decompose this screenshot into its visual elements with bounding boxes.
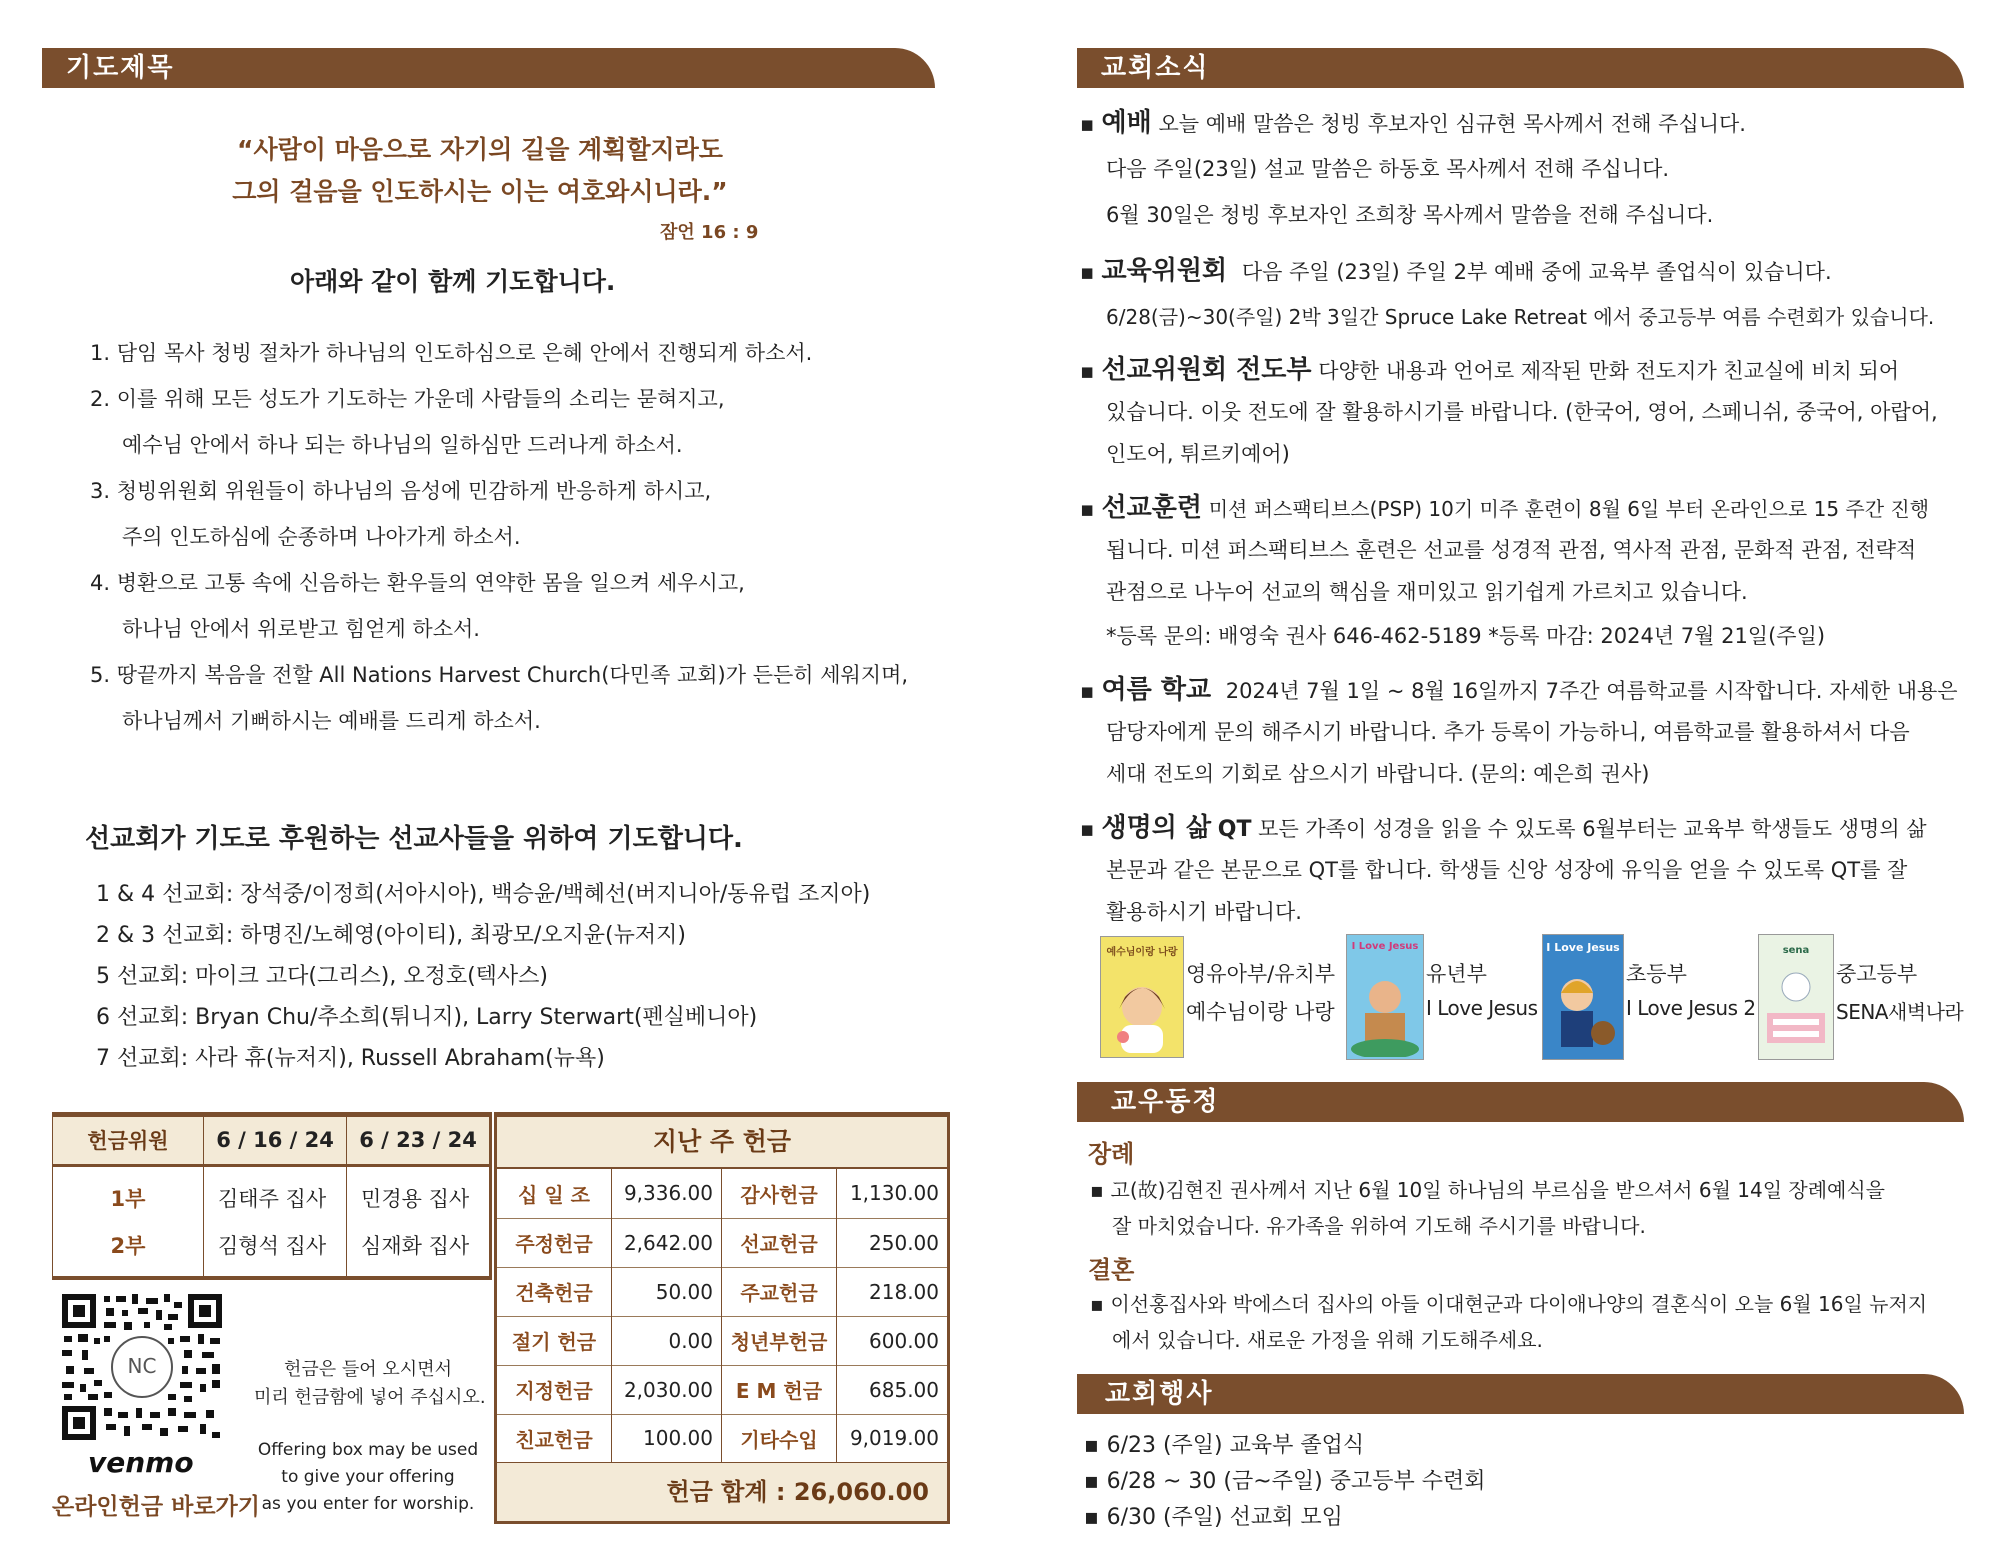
committee-service: 2부	[53, 1222, 204, 1276]
book-dept: 중고등부	[1836, 962, 1918, 986]
offering-note-en-3: as you enter for worship.	[261, 1494, 475, 1514]
offering-amount: 100.00	[612, 1414, 722, 1463]
book-cover-title: I Love Jesus	[1546, 941, 1620, 954]
mission-item: 5 선교회: 마이크 고다(그리스), 오정호(텍사스)	[96, 964, 548, 989]
offering-category: 십 일 조	[497, 1169, 612, 1218]
verse-line-2: 그의 걸음을 인도하시는 이는 여호와시니라.”	[232, 177, 728, 206]
news-worship-text: 오늘 예배 말씀은 청빙 후보자인 심규현 목사께서 전해 주십니다.	[1158, 112, 1746, 136]
mission-item: 2 & 3 선교회: 하명진/노혜영(아이티), 최광모/오지윤(뉴저지)	[96, 923, 686, 948]
committee-header: 6 / 23 / 24	[359, 1128, 477, 1153]
venmo-qr-code[interactable]	[60, 1292, 224, 1442]
news-train-text: 미션 퍼스팩티브스(PSP) 10기 미주 훈련이 8월 6일 부터 온라인으로 15 주간 진행	[1208, 497, 1930, 521]
event-item: ▪ 6/28 ~ 30 (금~주일) 중고등부 수련회	[1084, 1469, 1486, 1494]
book-dept: 유년부	[1426, 962, 1487, 986]
mission-item: 7 선교회: 사라 휴(뉴저지), Russell Abraham(뉴욕)	[96, 1046, 605, 1071]
committee-member: 민경용 집사	[361, 1186, 470, 1211]
wedding-line-1: ▪ 이선홍집사와 박에스더 집사의 아들 이대현군과 다이애나양의 결혼식이 오늘 6월 16일 뉴저지	[1090, 1292, 1928, 1316]
mission-item: 6 선교회: Bryan Chu/추소희(튀니지), Larry Sterwart(펜실베니아)	[96, 1005, 758, 1030]
offering-category: 주교헌금	[722, 1267, 837, 1316]
news-evang-text: 다양한 내용과 언어로 제작된 만화 전도지가 친교실에 비치 되어	[1318, 359, 1900, 383]
book-title: SENA새벽나라	[1836, 1000, 1964, 1024]
offering-category: 선교헌금	[722, 1218, 837, 1267]
news-summer-key: 여름 학교	[1101, 675, 1212, 705]
offering-category: 건축헌금	[497, 1267, 612, 1316]
verse-line-1: “사람이 마음으로 자기의 길을 계획할지라도	[237, 135, 723, 164]
offering-total-label: 헌금 합계 :	[666, 1478, 786, 1506]
qr-logo-text: NC	[127, 1354, 157, 1378]
committee-member: 심재화 집사	[361, 1234, 470, 1259]
offering-amount: 218.00	[869, 1279, 939, 1304]
offering-amount: 2,642.00	[612, 1218, 722, 1267]
event-text: 6/28 ~ 30 (금~주일) 중고등부 수련회	[1106, 1469, 1486, 1494]
prayer-heading: 기도제목	[42, 48, 935, 88]
news-evang-line-1: ▪ 선교위원회 전도부 다양한 내용과 언어로 제작된 만화 전도지가 친교실에 비치 되어	[1080, 355, 1900, 385]
offering-amount: 2,030.00	[612, 1365, 722, 1414]
news-summer-text: 2024년 7월 1일 ~ 8월 16일까지 7주간 여름학교를 시작합니다. 자세한 내용은	[1225, 679, 1958, 703]
book-title: I Love Jesus	[1426, 996, 1538, 1020]
funeral-text: 고(故)김현진 권사께서 지난 6월 10일 하나님의 부르심을 받으셔서 6월 14일 장례예식을	[1110, 1178, 1885, 1202]
book-cover-elementary-junior	[1346, 934, 1424, 1060]
news-evang-line-3: 인도어, 튀르키예어)	[1106, 442, 1290, 466]
committee-header: 6 / 16 / 24	[204, 1117, 347, 1165]
offering-category: 친교헌금	[497, 1414, 612, 1463]
book-title: I Love Jesus 2	[1626, 996, 1756, 1020]
news-train-line-2: 됩니다. 미션 퍼스팩티브스 훈련은 선교를 성경적 관점, 역사적 관점, 문화적 관점, 전략적	[1106, 538, 1917, 562]
offering-amount: 0.00	[612, 1316, 722, 1365]
news-qt-line-1: ▪ 생명의 삶 QT 모든 가족이 성경을 읽을 수 있도록 6월부터는 교육부 학생들도 생명의 삶	[1080, 813, 1927, 843]
offering-category: 청년부헌금	[722, 1316, 837, 1365]
members-heading: 교우동정	[1077, 1082, 1964, 1122]
offering-note-en-2: to give your offering	[281, 1467, 455, 1487]
offering-amount: 9,019.00	[849, 1426, 939, 1451]
events-heading: 교회행사	[1077, 1374, 1964, 1414]
committee-member: 김태주 집사	[204, 1165, 347, 1222]
funeral-line-2: 잘 마치었습니다. 유가족을 위하여 기도해 주시기를 바랍니다.	[1112, 1214, 1646, 1238]
news-qt-text: 모든 가족이 성경을 읽을 수 있도록 6월부터는 교육부 학생들도 생명의 삶	[1258, 817, 1927, 841]
prayer-item: 2. 이를 위해 모든 성도가 기도하는 가운데 사람들의 소리는 묻혀지고,	[90, 387, 725, 411]
news-qt-line-3: 활용하시기 바랍니다.	[1106, 900, 1302, 924]
news-train-line-4: *등록 문의: 배영숙 권사 646-462-5189 *등록 마감: 2024년 7월 21일(주일)	[1106, 624, 1826, 648]
wedding-text: 이선홍집사와 박에스더 집사의 아들 이대현군과 다이애나양의 결혼식이 오늘 6월 16일 뉴저지	[1110, 1292, 1928, 1316]
news-qt-key: 생명의 삶	[1101, 813, 1212, 843]
prayer-item: 예수님 안에서 하나 되는 하나님의 일하심만 드러나게 하소서.	[122, 433, 683, 457]
offering-category: 주정헌금	[497, 1218, 612, 1267]
news-evang-key: 선교위원회 전도부	[1101, 355, 1312, 385]
news-qt-key-2: QT	[1217, 817, 1252, 842]
last-week-offering-title: 지난 주 헌금	[497, 1117, 947, 1169]
event-text: 6/23 (주일) 교육부 졸업식	[1106, 1433, 1365, 1458]
missions-title: 선교회가 기도로 후원하는 선교사들을 위하여 기도합니다.	[85, 824, 743, 854]
offering-amount: 1,130.00	[849, 1181, 939, 1206]
offering-amount: 600.00	[869, 1328, 939, 1353]
offering-amount: 9,336.00	[612, 1169, 722, 1218]
book-title: 예수님이랑 나랑	[1186, 1000, 1335, 1024]
funeral-title: 장례	[1088, 1140, 1135, 1168]
book-cover-title: I Love Jesus	[1351, 941, 1419, 952]
news-worship-line-3: 6월 30일은 청빙 후보자인 조희창 목사께서 말씀을 전해 주십니다.	[1106, 203, 1714, 227]
offering-note-kr-1: 헌금은 들어 오시면서	[284, 1359, 452, 1380]
news-worship-line-1: ▪ 예배 오늘 예배 말씀은 청빙 후보자인 심규현 목사께서 전해 주십니다.	[1080, 108, 1746, 138]
prayer-item: 3. 청빙위원회 위원들이 하나님의 음성에 민감하게 반응하게 하시고,	[90, 479, 712, 503]
wedding-title: 결혼	[1088, 1256, 1135, 1284]
event-text: 6/30 (주일) 선교회 모임	[1106, 1505, 1343, 1530]
prayer-subtitle: 아래와 같이 함께 기도합니다.	[290, 267, 616, 296]
news-evang-line-2: 있습니다. 이웃 전도에 잘 활용하시기를 바랍니다. (한국어, 영어, 스페니쉬, 중국어, 아랍어,	[1106, 400, 1938, 424]
wedding-line-2: 에서 있습니다. 새로운 가정을 위해 기도해주세요.	[1112, 1328, 1543, 1352]
offering-category: 기타수입	[722, 1414, 837, 1463]
verse-reference: 잠언 16 : 9	[660, 222, 759, 243]
offering-note-kr-2: 미리 헌금함에 넣어 주십시오.	[254, 1387, 486, 1408]
news-train-key: 선교훈련	[1101, 493, 1203, 523]
venmo-logo: venmo	[88, 1446, 194, 1479]
book-cover-title: 예수님이랑 나랑	[1106, 947, 1178, 958]
committee-service: 1부	[53, 1165, 204, 1222]
last-week-offering-table	[494, 1112, 950, 1524]
book-cover-kids	[1100, 936, 1184, 1058]
event-item: ▪ 6/30 (주일) 선교회 모임	[1084, 1505, 1343, 1530]
prayer-item: 주의 인도하심에 순종하며 나아가게 하소서.	[122, 525, 521, 549]
offering-amount: 50.00	[612, 1267, 722, 1316]
news-train-line-1: ▪ 선교훈련 미션 퍼스팩티브스(PSP) 10기 미주 훈련이 8월 6일 부터 온라인으로 15 주간 진행	[1080, 493, 1930, 523]
book-cover-title: sena	[1782, 945, 1810, 956]
news-qt-line-2: 본문과 같은 본문으로 QT를 합니다. 학생들 신앙 성장에 유익을 얻을 수 있도록 QT를 잘	[1106, 858, 1908, 882]
offering-amount: 250.00	[869, 1230, 939, 1255]
news-edu-line-1: ▪ 교육위원회 다음 주일 (23일) 주일 2부 예배 중에 교육부 졸업식이 있습니다.	[1080, 256, 1832, 286]
event-item: ▪ 6/23 (주일) 교육부 졸업식	[1084, 1433, 1365, 1458]
prayer-item: 하나님 안에서 위로받고 힘얻게 하소서.	[122, 617, 480, 641]
funeral-line-1: ▪ 고(故)김현진 권사께서 지난 6월 10일 하나님의 부르심을 받으셔서 6월 14일 장례예식을	[1090, 1178, 1885, 1202]
book-dept: 초등부	[1626, 962, 1687, 986]
mission-item: 1 & 4 선교회: 장석중/이정희(서아시아), 백승윤/백혜선(버지니아/동유럽 조지아)	[96, 882, 871, 907]
offering-category: 감사헌금	[722, 1169, 837, 1218]
offering-category: E M 헌금	[722, 1365, 837, 1414]
offering-amount: 685.00	[869, 1377, 939, 1402]
offering-category: 지정헌금	[497, 1365, 612, 1414]
news-worship-line-2: 다음 주일(23일) 설교 말씀은 하동호 목사께서 전해 주십니다.	[1106, 157, 1670, 181]
prayer-item: 하나님께서 기뻐하시는 예배를 드리게 하소서.	[122, 709, 541, 733]
news-heading: 교회소식	[1077, 48, 1964, 88]
offering-category: 절기 헌금	[497, 1316, 612, 1365]
news-worship-key: 예배	[1101, 108, 1152, 138]
online-offering-link[interactable]: 온라인헌금 바로가기	[52, 1494, 260, 1520]
prayer-item: 1. 담임 목사 청빙 절차가 하나님의 인도하심으로 은혜 안에서 진행되게 하소서.	[90, 341, 813, 365]
news-summer-line-2: 담당자에게 문의 해주시기 바랍니다. 추가 등록이 가능하니, 여름학교를 활용하셔서 다음	[1106, 720, 1910, 744]
prayer-item: 4. 병환으로 고통 속에 신음하는 환우들의 연약한 몸을 일으켜 세우시고,	[90, 571, 745, 595]
news-summer-line-3: 세대 전도의 기회로 삼으시기 바랍니다. (문의: 예은희 권사)	[1106, 762, 1650, 786]
news-edu-text: 다음 주일 (23일) 주일 2부 예배 중에 교육부 졸업식이 있습니다.	[1241, 260, 1832, 284]
book-cover-elementary	[1542, 934, 1624, 1060]
news-train-line-3: 관점으로 나누어 선교의 핵심을 재미있고 읽기쉽게 가르치고 있습니다.	[1106, 580, 1748, 604]
offering-committee-table	[52, 1112, 492, 1280]
news-edu-key: 교육위원회	[1101, 256, 1228, 286]
offering-note-en-1: Offering box may be used	[257, 1440, 479, 1460]
committee-member: 김형석 집사	[204, 1222, 347, 1276]
prayer-item: 5. 땅끝까지 복음을 전할 All Nations Harvest Church(다민족 교회)가 든든히 세워지며,	[90, 663, 909, 687]
book-cover-youth	[1758, 934, 1834, 1060]
offering-total-value: 26,060.00	[793, 1478, 929, 1506]
offering-total-row	[497, 1463, 947, 1521]
news-edu-line-2: 6/28(금)~30(주일) 2박 3일간 Spruce Lake Retreat 에서 중고등부 여름 수련회가 있습니다.	[1106, 305, 1935, 329]
book-dept: 영유아부/유치부	[1186, 962, 1336, 986]
committee-header: 헌금위원	[53, 1117, 204, 1165]
news-summer-line-1: ▪ 여름 학교 2024년 7월 1일 ~ 8월 16일까지 7주간 여름학교를 시작합니다. 자세한 내용은	[1080, 675, 1958, 705]
